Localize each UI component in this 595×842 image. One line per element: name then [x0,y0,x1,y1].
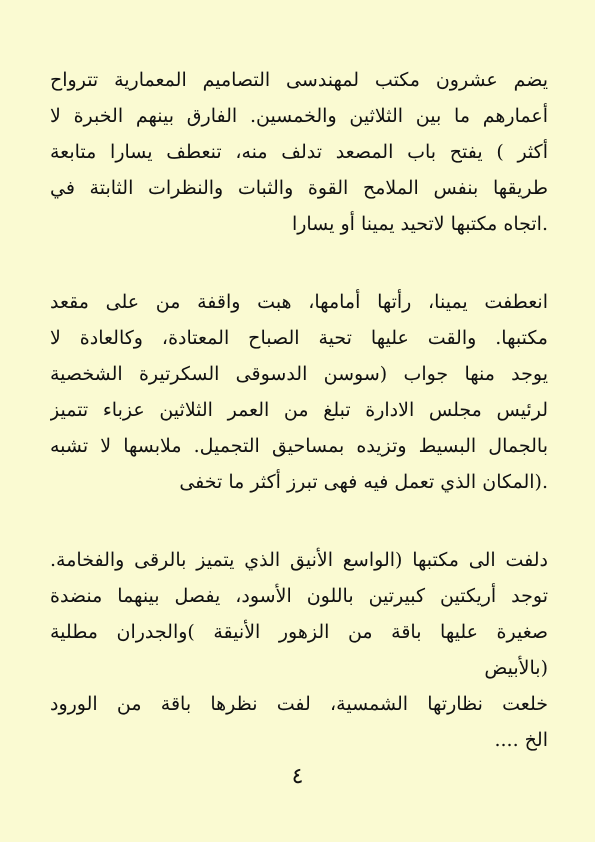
paragraph-3-line-4: (بالأبيض [484,657,548,679]
paragraph-1-line-3: أكثر ) يفتح باب المصعد تدلف منه، تنعطف يسارا متابعة [50,141,548,163]
paragraph-2-line-2: مكتبها. والقت عليها تحية الصباح المعتادة، وكالعادة لا [50,327,548,349]
paragraph-1-line-5: .اتجاه مكتبها لاتحيد يمينا أو يسارا [291,213,548,235]
paragraph-2-line-4: لرئيس مجلس الادارة تبلغ من العمر الثلاثين عزباء تتميز [50,399,548,421]
page-number: ٤ [291,764,304,789]
paragraph-2-line-5: بالجمال البسيط وتزيده بمساحيق التجميل. ملابسها لا تشبه [50,435,548,457]
paragraph-3-line-3: صغيرة عليها باقة من الزهور الأنيقة )والجدران مطلية [50,621,548,643]
paragraph-1-line-4: طريقها بنفس الملامح القوة والثبات والنظرات الثابتة في [50,177,548,199]
paragraph-3-line-5: خلعت نظارتها الشمسية، لفت نظرها باقة من الورود [50,693,548,715]
paragraph-3-line-6: الخ .... [494,729,548,751]
paragraph-2-line-1: انعطفت يمينا، رأتها أمامها، هبت واقفة من على مقعد [50,291,548,313]
paragraph-1-line-2: أعمارهم ما بين الثلاثين والخمسين. الفارق بينهم الخبرة لا [50,105,548,127]
paragraph-3-line-2: توجد أريكتين كبيرتين باللون الأسود، يفصل بينهما منضدة [50,585,548,607]
paragraph-2-line-3: يوجد منها جواب (سوسن الدسوقى السكرتيرة الشخصية [50,363,548,385]
paragraph-2-line-6: .(المكان الذي تعمل فيه فهى تبرز أكثر ما تخفى [179,471,548,493]
paragraph-1-line-1: يضم عشرون مكتب لمهندسى التصاميم المعمارية تترواح [50,69,548,91]
paragraph-3-line-1: دلفت الى مكتبها (الواسع الأنيق الذي يتميز بالرقى والفخامة. [50,549,548,571]
